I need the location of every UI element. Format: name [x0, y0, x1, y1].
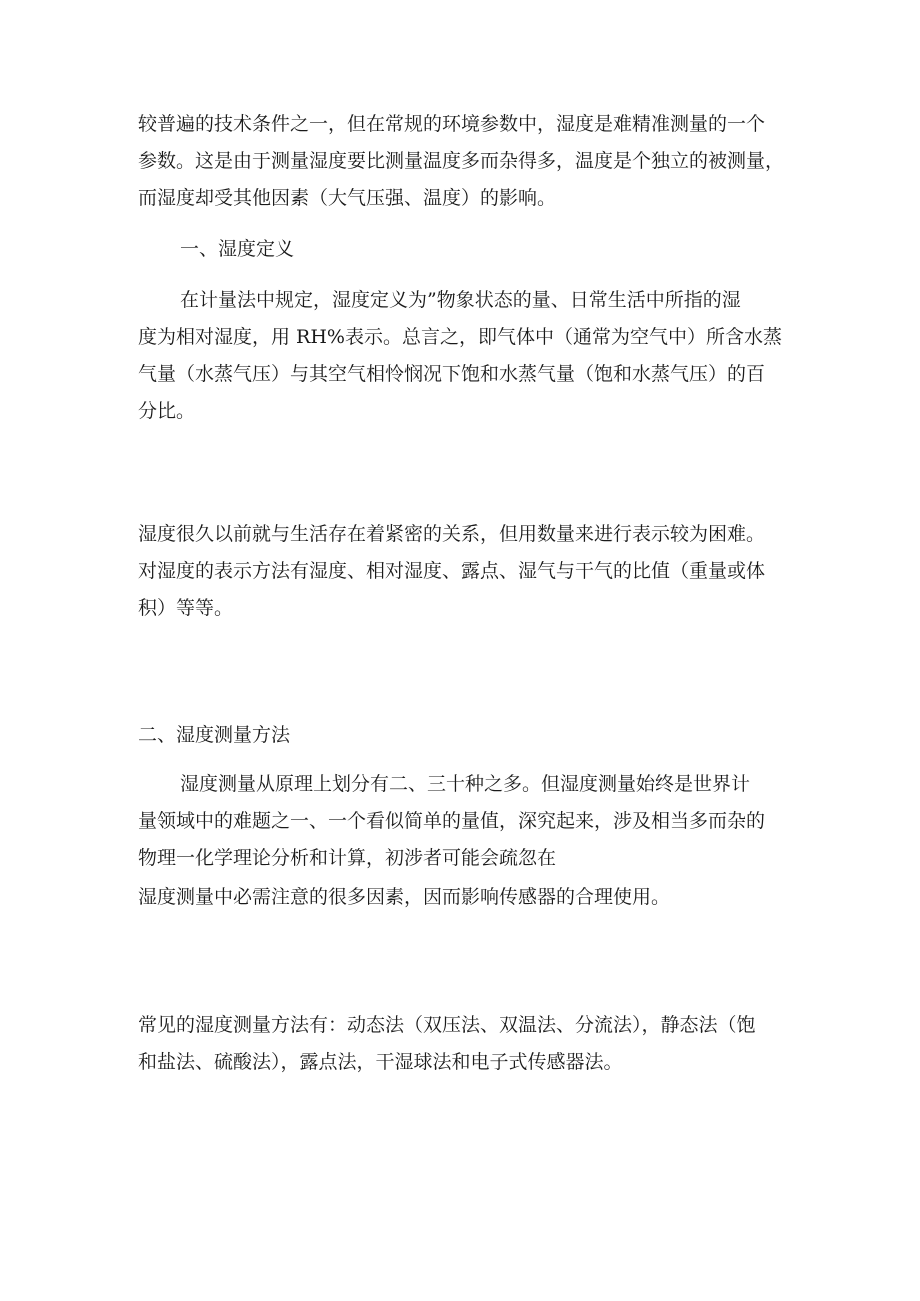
paragraph-line: 参数。这是由于测量湿度要比测量温度多而杂得多，温度是个独立的被测量， — [138, 150, 785, 172]
paragraph-line: 湿度很久以前就与生活存在着紧密的关系，但用数量来进行表示较为困难。 — [138, 523, 766, 545]
paragraph-line: 湿度测量中必需注意的很多因素，因而影响传感器的合理使用。 — [138, 886, 671, 908]
paragraph-line: 积）等等。 — [138, 597, 234, 619]
paragraph-line: 湿度测量从原理上划分有二、三十种之多。但湿度测量始终是世界计 — [180, 773, 751, 795]
section-heading: 一、湿度定义 — [180, 238, 295, 260]
paragraph-line: 物理一化学理论分析和计算，初涉者可能会疏忽在 — [138, 847, 557, 869]
paragraph-line: 度为相对湿度，用 RH%表示。总言之，即气体中（通常为空气中）所含水蒸 — [138, 326, 782, 348]
paragraph-line: 而湿度却受其他因素（大气压强、温度）的影响。 — [138, 187, 557, 209]
paragraph-line: 在计量法中规定，湿度定义为”物象状态的量、日常生活中所指的湿 — [180, 289, 741, 311]
paragraph-line: 气量（水蒸气压）与其空气相怜悯况下饱和水蒸气量（饱和水蒸气压）的百 — [138, 363, 766, 385]
paragraph-line: 量领域中的难题之一、一个看似简单的量值，深究起来，涉及相当多而杂的 — [138, 810, 766, 832]
section-heading: 二、湿度测量方法 — [138, 724, 291, 746]
paragraph-line: 常见的湿度测量方法有：动态法（双压法、双温法、分流法），静态法（饱 — [138, 1014, 756, 1036]
paragraph-line: 较普遍的技术条件之一，但在常规的环境参数中，湿度是难精准测量的一个 — [138, 113, 766, 135]
paragraph-line: 和盐法、硫酸法），露点法，干湿球法和电子式传感器法。 — [138, 1051, 623, 1073]
paragraph-line: 分比。 — [138, 400, 196, 422]
paragraph-line: 对湿度的表示方法有湿度、相对湿度、露点、湿气与干气的比值（重量或体 — [138, 560, 766, 582]
